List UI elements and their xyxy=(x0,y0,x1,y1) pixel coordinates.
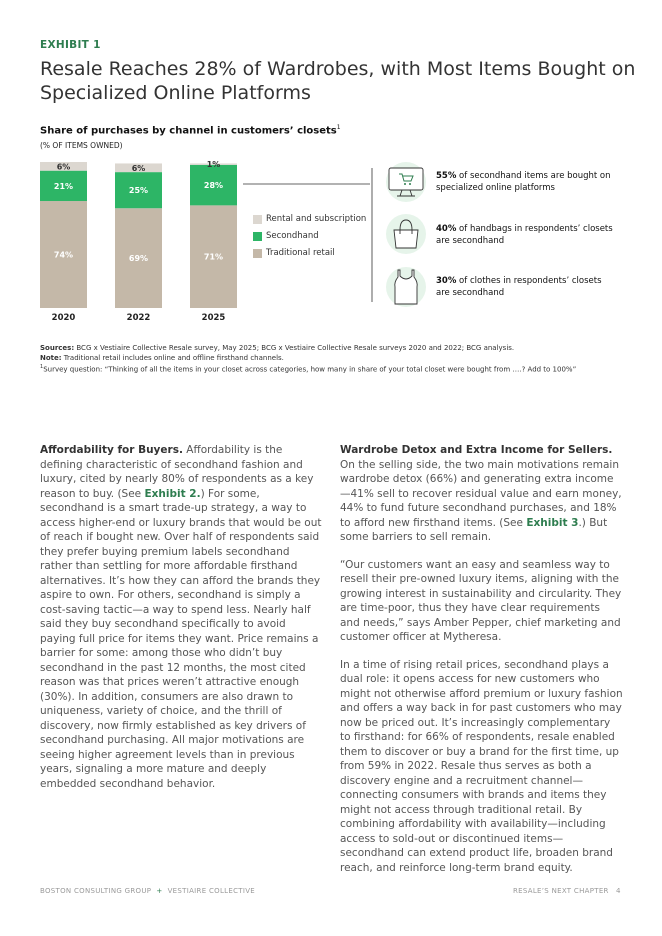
data-label-rental-and-subscription-2025: 1% xyxy=(206,160,221,170)
legend-swatch-rental xyxy=(253,215,262,224)
note-label: Note: xyxy=(40,354,62,362)
callout-3 xyxy=(436,275,616,299)
legend-label-rental: Rental and subscription xyxy=(266,214,367,224)
handbag-icon xyxy=(386,214,426,254)
exhibit-2-link[interactable]: Exhibit 2. xyxy=(144,487,201,500)
left-column xyxy=(40,443,323,804)
legend-label-secondhand: Secondhand xyxy=(266,231,319,241)
affordability-text-b: ) For some, secondhand is a smart trade-up strategy, a way to access higher-end or luxury brands that would be out of reach if bought new. Over half of respondents said they prefer buying premium labels secondhand rather than settling for more affordable firsthand alternatives. It’s how they can afford the brands they aspire to own. For others, secondhand is simply a cost-saving tactic—a way to spend less. Nearly half said they buy secondhand specifically to avoid paying full price for items they want. Price remains a barrier for some: among those who didn’t buy secondhand in the past 12 months, the most cited reason was that prices weren’t attractive enough (30%). In addition, consumers are also drawn to uniqueness, variety of choice, and the thrill of discovery, now firmly established as key drivers of secondhand purchasing. All major motivations are seeing higher agreement levels than in previous years, signaling a more mature and deeply embedded secondhand behavior. xyxy=(40,487,322,790)
shopping-cart-icon xyxy=(386,162,426,202)
callout-3-text: of clothes in respondents’ closets are secondhand xyxy=(436,276,602,298)
wardrobe-text-a: On the selling side, the two main motivations remain wardrobe detox (66%) and generating extra income—41% sell to recover residual value and earn money, 44% to fund future secondhand purchases, and 18% to afford new firsthand items. (See xyxy=(340,458,622,529)
callout-2-text: of handbags in respondents’ closets are secondhand xyxy=(436,224,613,246)
right-column xyxy=(340,443,623,888)
sources-label: Sources: xyxy=(40,344,75,352)
exhibit-3-link[interactable]: Exhibit 3 xyxy=(526,516,579,529)
data-label-secondhand-2022: 25% xyxy=(128,186,149,196)
footnote-marker: 1 xyxy=(40,364,44,370)
legend-label-traditional: Traditional retail xyxy=(266,248,335,258)
data-label-rental-and-subscription-2022: 6% xyxy=(131,163,146,173)
data-label-rental-and-subscription-2020: 6% xyxy=(56,162,71,172)
legend-swatch-traditional xyxy=(253,249,262,258)
page-title: Resale Reaches 28% of Wardrobes, with Most Items Bought on Specialized Online Platforms xyxy=(40,58,636,104)
chart-title-text: Share of purchases by channel in customers’ closets xyxy=(40,125,337,137)
sources-line xyxy=(40,344,640,352)
callout-2 xyxy=(436,223,616,247)
note-text: Traditional retail includes online and offline firsthand channels. xyxy=(61,354,284,362)
note-line xyxy=(40,354,640,362)
callout-1-value: 55% xyxy=(436,171,457,181)
callout-1-text: of secondhand items are bought on specialized online platforms xyxy=(436,171,611,193)
legend-swatch-secondhand xyxy=(253,232,262,241)
data-label-traditional-retail-2020: 74% xyxy=(53,250,74,260)
callout-icon-badge-3 xyxy=(386,267,426,307)
x-tick-label-2022: 2022 xyxy=(126,313,151,323)
exhibit-label: EXHIBIT 1 xyxy=(40,39,101,51)
callout-2-value: 40% xyxy=(436,224,457,234)
footer-right: RESALE’S NEXT CHAPTER xyxy=(513,887,609,895)
x-tick-label-2020: 2020 xyxy=(51,313,76,323)
wardrobe-heading: Wardrobe Detox and Extra Income for Sellers. xyxy=(340,444,613,456)
footnote-text: Survey question: “Thinking of all the items in your closet across categories, how many in share of your total closet were bought from ….? Add to 100%” xyxy=(43,365,577,374)
footer-left xyxy=(40,887,255,895)
quote-paragraph: “Our customers want an easy and seamless way to resell their pre-owned luxury items, aligning with the growing interest in sustainability and circularity. They are time-poor, thus they have clear requirements and needs,” says Amber Pepper, chief marketing and customer officer at Mytheresa. xyxy=(340,558,622,643)
callout-icon-badge-2 xyxy=(386,214,426,254)
footer-bcg: BOSTON CONSULTING GROUP xyxy=(40,887,152,895)
data-label-traditional-retail-2025: 71% xyxy=(203,252,224,262)
footnote-line xyxy=(40,364,640,373)
affordability-text-a: Affordability is the defining characteristic of secondhand fashion and luxury, cited by nearly 80% of respondents as a key reason to buy. (See xyxy=(40,444,314,500)
data-label-secondhand-2020: 21% xyxy=(53,181,74,191)
chart-title-footnote: 1 xyxy=(336,124,341,131)
affordability-heading: Affordability for Buyers. xyxy=(40,444,183,456)
tank-top-icon xyxy=(386,267,426,307)
callout-3-value: 30% xyxy=(436,276,457,286)
affordability-paragraph xyxy=(40,443,323,791)
x-tick-label-2025: 2025 xyxy=(201,313,226,323)
wardrobe-paragraph xyxy=(340,443,623,545)
page-number: 4 xyxy=(616,887,621,895)
footer-separator: + xyxy=(156,887,163,895)
dual-role-paragraph: In a time of rising retail prices, secondhand plays a dual role: it opens access for new customers who might not otherwise afford premium or luxury fashion and offers a way back in for past customers who may now be priced out. It’s increasingly complementary to firsthand: for 66% of respondents, resale enabled them to discover or buy a brand for the first time, up from 59% in 2022. Resale thus serves as both a discovery engine and a recruitment channel—connecting consumers with brands and items they might not access through traditional retail. By combining affordability with availability—including access to sold-out or discontinued items—secondhand can extend product life, broaden brand reach, and reinforce long-term brand equity. xyxy=(340,658,623,874)
footer-vestiaire: VESTIAIRE COLLECTIVE xyxy=(167,887,256,895)
data-label-traditional-retail-2022: 69% xyxy=(128,254,149,264)
data-label-secondhand-2025: 28% xyxy=(203,181,224,191)
chart-bars xyxy=(40,160,237,323)
sources-text: BCG x Vestiaire Collective Resale survey, May 2025; BCG x Vestiaire Collective Resale surveys 2020 and 2022; BCG analysis. xyxy=(74,344,515,352)
callout-icon-badge-1 xyxy=(386,162,426,202)
wardrobe-text-b: .) But some barriers to sell remain. xyxy=(340,516,608,543)
callout-1 xyxy=(436,170,616,194)
chart-subtitle: (% OF ITEMS OWNED) xyxy=(40,141,123,150)
